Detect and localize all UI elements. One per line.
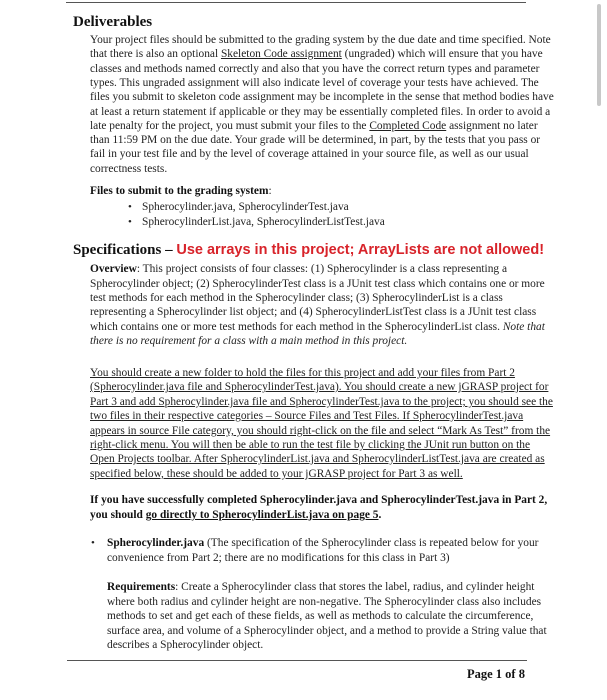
completed-code-link[interactable]: Completed Code [369, 120, 447, 132]
text-line [90, 119, 538, 133]
text-line [107, 536, 538, 550]
text-line: You should create a new folder to hold the files for this project and add your files from Part 2 [90, 367, 515, 379]
page-number: Page 1 of 8 [467, 667, 525, 681]
text: late penalty for the project, you must submit your files to the [90, 120, 370, 132]
requirements-label: Requirements [107, 581, 176, 593]
text-line: classes and methods named correctly and also that you have the correct return types and parameter [90, 63, 540, 75]
files-label [90, 184, 272, 198]
text-line: right-click menu. You will then be able to run the test file by clicking the JUnit run button on the [90, 439, 531, 451]
text-line: Your project files should be submitted to the grading system by the due date and time specified. Note [90, 34, 551, 46]
skeleton-code-link[interactable]: Skeleton Code assignment [220, 48, 342, 60]
text-line: types. This ungraded assignment will also indicate level of coverage your tests have achieved. The [90, 77, 539, 89]
file-item: Spherocylinder.java, SpherocylinderTest.java [142, 201, 349, 213]
class-name: Spherocylinder.java [107, 537, 205, 549]
text-line: Spherocylinder object; (2) SpherocylinderTest class is a JUnit test class which contains one or more [90, 278, 545, 290]
text-line: two files in their respective categories – Source Files and Test Files. If SpherocylinderTest.java [90, 410, 524, 422]
text-line: If you have successfully completed Spherocylinder.java and SpherocylinderTest.java in Part 2, [90, 494, 548, 506]
heading-text: Specifications – [73, 242, 177, 258]
text: you should [90, 509, 146, 521]
text-line [90, 262, 507, 276]
text-line: methods to set and get each of these fields, as well as methods to calculate the circumference, [107, 610, 534, 622]
text-line: files you submit to skeleton code assignment may be incomplete in the sense that method bodies have [90, 91, 554, 103]
text-line [90, 508, 381, 522]
text: which contains one or more test methods for each method in the SpherocylinderList class. [90, 321, 503, 333]
deliverables-heading: Deliverables [73, 14, 153, 30]
arrays-warning: Use arrays in this project; ArrayLists are not allowed! [176, 242, 545, 258]
text: assignment no later [446, 120, 538, 132]
text: : Create a Spherocylinder class that stores the label, radius, and cylinder height [175, 581, 535, 593]
scrollbar[interactable] [597, 4, 601, 106]
text: that there is also an optional [90, 48, 221, 60]
text-line: surface area, and volume of a Spherocylinder object, and a method to provide a String value that [107, 625, 547, 637]
text-line: fail in your test file and by the level of coverage attained in your source file, as well as our usual [90, 148, 529, 160]
overview-label: Overview [90, 263, 137, 275]
file-item: SpherocylinderList.java, SpherocylinderListTest.java [142, 216, 385, 228]
text-line [90, 47, 543, 61]
bullet-icon: • [128, 216, 132, 228]
text-line [90, 320, 545, 334]
label: Files to submit to the grading system [90, 185, 269, 197]
specifications-heading [73, 242, 544, 259]
colon: : [268, 185, 272, 197]
text-line: at least a return statement if applicable or they may be essentially completed files. In order to avoid a [90, 106, 551, 118]
text-line: Open Projects toolbar. After SpherocylinderList.java and SpherocylinderListTest.java are created as [90, 453, 545, 465]
bullet-icon: • [91, 537, 95, 549]
text-line: describes a Spherocylinder object. [107, 639, 264, 651]
text-line: correctness tests. [90, 163, 168, 175]
text-line: Part 3 and add Spherocylinder.java file and SpherocylinderTest.java to the project; you should see the [90, 396, 553, 408]
text-line: specified below, these should be added to your jGRASP project for Part 3 as well. [90, 468, 463, 480]
bullet-icon: • [128, 201, 132, 213]
text-line: where both radius and cylinder height are non-negative. The Spherocylinder class also includes [107, 596, 542, 608]
text-line: than 11:59 PM on the due date. Your grade will be determined, in part, by the tests that you pass or [90, 134, 541, 146]
text-line: test methods for each method in the Spherocylinder class; (3) SpherocylinderList is a class [90, 292, 503, 304]
text-line: there is no requirement for a class with a main method in this project. [90, 335, 408, 347]
text-line: (Spherocylinder.java file and SpherocylinderTest.java). You should create a new jGRASP project for [90, 381, 549, 393]
text-line: representing a Spherocylinder list object; and (4) SpherocylinderListTest class is a JUnit test class [90, 306, 537, 318]
text: : This project consists of four classes: (1) Spherocylinder is a class representing a [136, 263, 508, 275]
footer-rule [67, 660, 527, 661]
note: Note that [502, 321, 545, 333]
text-line: appears in source File category, you should right-click on the file and select “Mark As Test” from the [90, 425, 551, 437]
text-line [107, 580, 534, 594]
page5-link[interactable]: go directly to SpherocylinderList.java on page 5 [145, 509, 379, 521]
text: (The specification of the Spherocylinder class is repeated below for your [204, 537, 539, 549]
top-rule [66, 2, 526, 3]
text: (ungraded) which will ensure that you have [341, 48, 543, 60]
text: . [378, 509, 382, 521]
text-line: convenience from Part 2; there are no modifications for this class in Part 3) [107, 552, 450, 564]
